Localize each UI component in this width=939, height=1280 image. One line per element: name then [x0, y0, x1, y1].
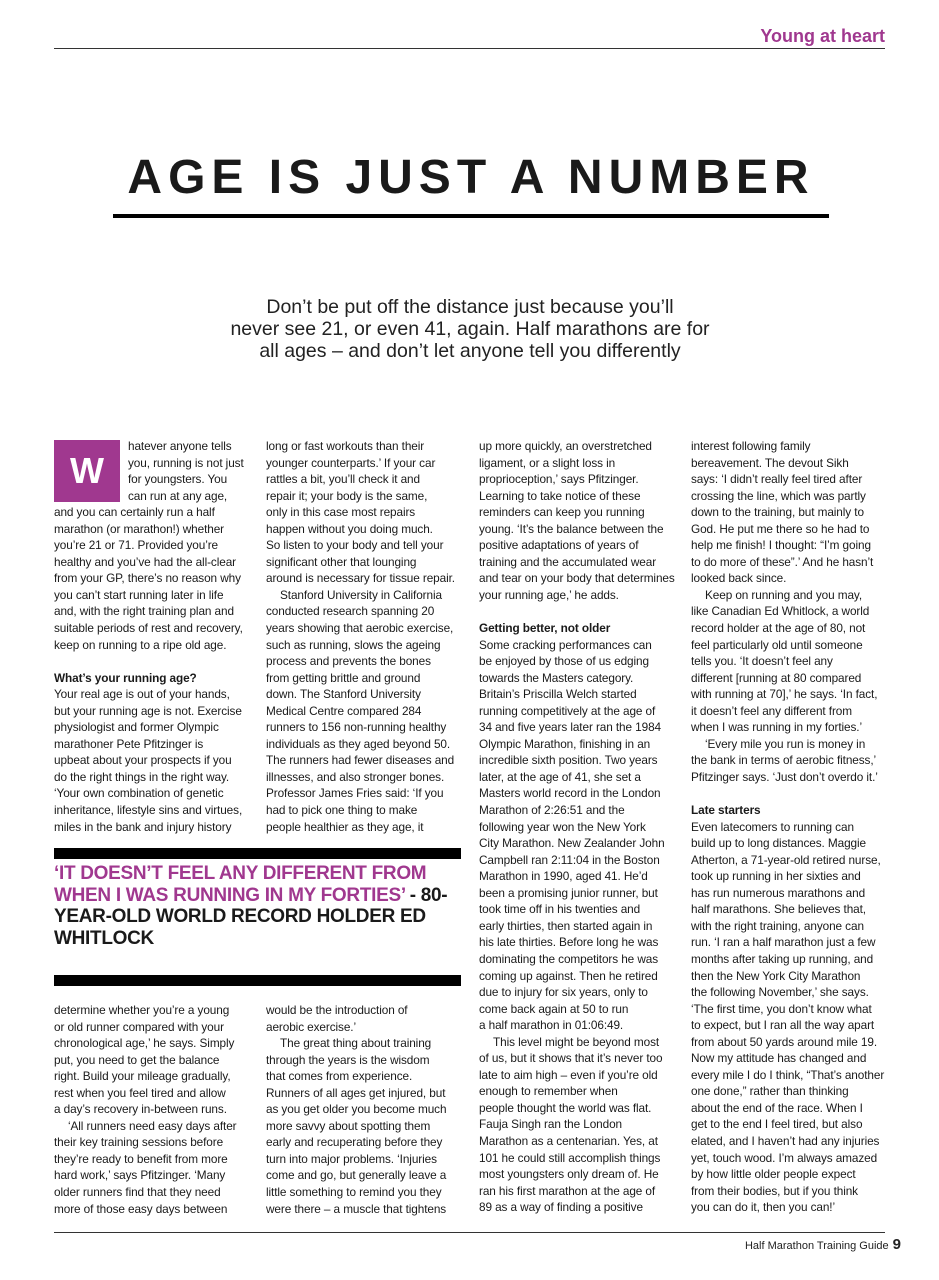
body-text-line: healthy and you’ve had the all-clear [54, 554, 236, 569]
body-text-line: yet, touch wood. I’m always amazed [691, 1150, 878, 1165]
body-text-line: proprioception,’ says Pfitzinger. [479, 472, 639, 487]
column-1-bottom [54, 1002, 259, 1217]
body-text-line: people thought the world was flat. [479, 1100, 652, 1115]
body-text-line: So listen to your body and tell your [266, 538, 444, 553]
body-text-line: to do more of these”.’ And he hasn’t [691, 554, 874, 569]
section-label: Young at heart [760, 26, 885, 46]
body-text-line: Olympic Marathon, finishing in an [479, 736, 651, 751]
body-text-line: half marathons. She believes that, [691, 902, 866, 917]
body-text-line: help me finish! I thought: “I’m going [691, 538, 871, 553]
standfirst [180, 296, 760, 362]
body-text-line: Some cracking performances can [479, 637, 652, 652]
column-4 [691, 438, 896, 1216]
body-text-line: from your GP, there’s no reason why [54, 571, 241, 586]
pull-quote-line: WAS RUNNING IN MY FORTIES’ [125, 884, 405, 906]
body-text-line: illnesses, and also stronger bones. [266, 769, 445, 784]
body-text-line: 89 as a way of finding a positive [479, 1200, 643, 1215]
body-text-line: rest when you feel tired and allow [54, 1085, 226, 1100]
body-text-line: Stanford University in California [280, 587, 442, 602]
body-text-line: younger counterparts.’ If your car [266, 455, 436, 470]
body-text-line: Runners of all ages get injured, but [266, 1085, 446, 1100]
body-text-line: down. The Stanford University [266, 687, 421, 702]
body-text-line: towards the Masters category. [479, 670, 634, 685]
body-text-line: Even latecomers to running can [691, 819, 854, 834]
body-text-line: get to the end I feel tired, but also [691, 1117, 863, 1132]
body-text-line: Pfitzinger says. ‘Just don’t overdo it.’ [691, 769, 878, 784]
body-text-line: Britain’s Priscilla Welch started [479, 687, 637, 702]
column-2-bottom [266, 1002, 471, 1217]
body-text-line: Fauja Singh ran the London [479, 1117, 623, 1132]
body-text-line: God. He put me there so he had to [691, 521, 870, 536]
pull-quote-attribution: WORLD RECORD HOLDER ED WHITLOCK [54, 906, 426, 949]
body-text-line: been a promising junior runner, but [479, 885, 658, 900]
body-text-line: Keep on running and you may, [705, 587, 863, 602]
body-text-line: Learning to take notice of these [479, 488, 641, 503]
body-text-line: reminders can keep you running [479, 505, 645, 520]
body-text-line: more savvy about spotting them [266, 1118, 431, 1133]
body-text-line: repair it; your body is the same, [266, 488, 428, 503]
body-text-line: early and recuperating before they [266, 1135, 443, 1150]
subheading: What’s your running age? [54, 670, 197, 685]
body-text-line: you, running is not just [128, 455, 244, 470]
body-text-line: down to the training, but mainly to [691, 505, 864, 520]
body-text-line: with running at 70],’ he says. ‘In fact, [691, 687, 878, 702]
body-text-line: physiologist and former Olympic [54, 720, 219, 735]
column-1-top [54, 438, 259, 835]
body-text-line: from their bodies, but if you think [691, 1183, 858, 1198]
body-text-line: come and go, but generally leave a [266, 1168, 447, 1183]
body-text-line: when I was running in my forties.’ [691, 720, 863, 735]
body-text-line: can run at any age, [128, 488, 228, 503]
body-text-line: says: ‘I didn’t really feel tired after [691, 472, 863, 487]
body-text-line: Marathon of 2:26:51 and the [479, 803, 625, 818]
body-text-line: they’re ready to benefit from more [54, 1151, 228, 1166]
body-text-line: every mile I do I think, “That’s another [691, 1067, 885, 1082]
body-text-line: as you get older you become much [266, 1102, 447, 1117]
body-text-line: aerobic exercise.’ [266, 1019, 356, 1034]
body-text-line: people healthier as they age, it [266, 819, 424, 834]
body-text-line: to expect, but I ran all the way apart [691, 1018, 875, 1033]
body-text-line: individuals as they aged beyond 50. [266, 736, 451, 751]
body-text-line: feel particularly old until someone [691, 637, 863, 652]
body-text-line: rattles a bit, you’ll check it and [266, 472, 420, 487]
body-text-line: suitable periods of rest and recovery, [54, 621, 243, 636]
body-text-line: older runners find that they need [54, 1185, 221, 1200]
body-text-line: miles in the bank and injury history [54, 819, 232, 834]
body-text-line: determine whether you’re a young [54, 1003, 230, 1017]
footer-rule [54, 1232, 885, 1233]
page-number: 9 [892, 1236, 901, 1253]
body-text-line: happen without you doing much. [266, 521, 433, 536]
body-text-line: upbeat about your prospects if you [54, 753, 232, 768]
paragraph-gap [479, 603, 684, 620]
body-text-line: 101 he could still accomplish things [479, 1150, 661, 1165]
body-text-line: around is necessary for tissue repair. [266, 571, 455, 586]
body-text-line: young. ‘It’s the balance between the [479, 521, 664, 536]
body-text-line: come back again at 50 to run [479, 1001, 629, 1016]
body-text-line: process and prevents the bones [266, 654, 431, 669]
body-text-line: Your real age is out of your hands, [54, 687, 230, 702]
body-text-line: crossing the line, which was partly [691, 488, 866, 503]
body-text-line: elated, and I haven’t had any injuries [691, 1133, 880, 1148]
body-text-line: positive adaptations of years of [479, 538, 639, 553]
body-text-line: Campbell ran 2:11:04 in the Boston [479, 852, 660, 867]
body-text-line: but your running age is not. Exercise [54, 703, 242, 718]
header-rule [54, 48, 885, 49]
body-text-line: run. ‘I ran a half marathon just a few [691, 935, 876, 950]
body-text-line: early thirties, then started again in [479, 918, 653, 933]
pullquote-top-bar [54, 848, 461, 859]
body-text-line: years showing that aerobic exercise, [266, 621, 454, 636]
body-text-line: you’re 21 or 71. Provided you’re [54, 538, 219, 553]
body-text-line: you can do it, then you can!’ [691, 1200, 836, 1215]
body-text-line: tells you. ‘It doesn’t feel any [691, 654, 833, 669]
body-text-line: The great thing about training [280, 1036, 432, 1051]
body-text-line: from getting brittle and ground [266, 670, 421, 685]
body-text-line: incredible sixth position. Two years [479, 753, 658, 768]
body-text-line: significant other that lounging [266, 554, 417, 569]
body-text-line: your running age,’ he adds. [479, 587, 619, 602]
body-text-line: by how little older people expect [691, 1167, 856, 1182]
body-text-line: keep on running to a ripe old age. [54, 637, 227, 652]
body-text-line: later, at the age of 41, she set a [479, 769, 641, 784]
body-text-line: took up running in her sixties and [691, 869, 861, 884]
body-text-line: put, you need to get the balance [54, 1052, 220, 1067]
standfirst-line: Don’t be put off the distance just because you’ll [266, 296, 674, 318]
body-text-line: Marathon as a centenarian. Yes, at [479, 1133, 658, 1148]
body-text-line: inheritance, lifestyle sins and virtues, [54, 803, 243, 818]
standfirst-line: all ages – and don’t let anyone tell you differently [259, 340, 681, 362]
body-text-line: took time off in his twenties and [479, 902, 641, 917]
body-text-line: ‘All runners need easy days after [68, 1118, 237, 1133]
body-text-line: then the New York City Marathon [691, 968, 861, 983]
body-text-line: record holder at the age of 80, not [691, 621, 866, 636]
body-text-line: be enjoyed by those of us edging [479, 654, 649, 669]
body-text-line: that comes from experience. [266, 1069, 413, 1084]
body-text-line: ‘Every mile you run is money in [705, 736, 866, 751]
page-footer [745, 1236, 901, 1253]
body-text-line: interest following family [691, 439, 811, 453]
body-text-line: 34 and five years later ran the 1984 [479, 720, 661, 735]
body-text-line: only in this case most repairs [266, 505, 416, 520]
body-text-line: following year won the New York [479, 819, 646, 834]
body-text-line: for youngsters. You [128, 472, 228, 487]
body-text-line: turn into major problems. ‘Injuries [266, 1151, 437, 1166]
body-text-line: ran his first marathon at the age of [479, 1183, 656, 1198]
body-text-line: the bank in terms of aerobic fitness,’ [691, 753, 877, 768]
body-text-line: build up to long distances. Maggie [691, 836, 866, 851]
body-text-line: with the right training, anyone can [691, 918, 864, 933]
body-text-line: the following November,’ she says. [691, 985, 869, 1000]
body-text-line: running competitively at the age of [479, 703, 656, 718]
body-text-line: and you can certainly run a half [54, 505, 215, 520]
column-2-top [266, 438, 471, 835]
column-3 [479, 438, 684, 1216]
body-text-line: runners to 156 non-running healthy [266, 720, 447, 735]
body-text-line: long or fast workouts than their [266, 439, 425, 453]
body-text-line: of us, but it shows that it’s never too [479, 1051, 663, 1066]
body-text-line: coming up against. Then he retired [479, 968, 658, 983]
body-text-line: do the right things in the right way. [54, 769, 230, 784]
body-text-line: The runners had fewer diseases and [266, 753, 455, 768]
body-text-line: different [running at 80 compared [691, 670, 862, 685]
body-text-line: Now my attitude has changed and [691, 1051, 867, 1066]
body-text-line: marathon (or marathon!) whether [54, 521, 225, 536]
body-text-line: hard work,’ says Pfitzinger. ‘Many [54, 1168, 226, 1183]
body-text-line: a day’s recovery in-between runs. [54, 1102, 227, 1117]
body-text-line: conducted research spanning 20 [266, 604, 435, 619]
pull-quote-attribution: - 80-YEAR-OLD [54, 884, 448, 927]
body-text-line: Marathon in 1990, aged 41. He’d [479, 869, 648, 884]
body-text-line: due to injury for six years, only to [479, 985, 648, 1000]
title-underline [113, 214, 829, 218]
body-text-line: City Marathon. New Zealander John [479, 836, 665, 851]
body-text-line: Atherton, a 71-year-old retired nurse, [691, 852, 881, 867]
body-text-line: looked back since. [691, 571, 787, 586]
body-text-line: chronological age,’ he says. Simply [54, 1036, 235, 1051]
body-text-line: has run numerous marathons and [691, 885, 866, 900]
body-text-line: were there – a muscle that tightens [266, 1201, 447, 1216]
body-text-line: a half marathon in 01:06:49. [479, 1018, 624, 1033]
body-text-line: ‘The first time, you don’t know what [691, 1001, 872, 1016]
body-text-line: bereavement. The devout Sikh [691, 455, 849, 470]
body-text-line: it doesn’t feel any different from [691, 703, 852, 718]
body-text-line: one done,” rather than thinking [691, 1084, 849, 1099]
publication-name: Half Marathon Training Guide [744, 1240, 889, 1252]
paragraph-gap [54, 653, 259, 670]
body-text-line: such as running, slows the ageing [266, 637, 441, 652]
subheading: Getting better, not older [479, 621, 611, 636]
body-text-line: Masters world record in the London [479, 786, 661, 801]
standfirst-line: never see 21, or even 41, again. Half marathons are for [230, 318, 710, 340]
paragraph-gap [691, 785, 896, 802]
body-text-line: more of those easy days between [54, 1201, 228, 1216]
drop-cap: W [54, 440, 120, 502]
subheading: Late starters [691, 803, 761, 818]
body-text-line: right. Build your mileage gradually, [54, 1069, 231, 1084]
body-text-line: marathoner Pete Pfitzinger is [54, 736, 204, 751]
body-text-line: hatever anyone tells [128, 439, 232, 453]
pull-quote-line: ‘IT DOESN’T FEEL ANY DIFFERENT FROM WHEN I [54, 863, 427, 906]
body-text-line: Medical Centre compared 284 [266, 703, 422, 718]
body-text-line: Professor James Fries said: ‘If you [266, 786, 444, 801]
body-text-line: their key training sessions before [54, 1135, 224, 1150]
body-text-line: little something to remind you they [266, 1185, 442, 1200]
pull-quote [54, 863, 461, 949]
body-text-line: about the end of the race. When I [691, 1100, 863, 1115]
body-text-line: enough to remember when [479, 1084, 618, 1099]
page-title: AGE IS JUST A NUMBER [127, 151, 815, 204]
body-text-line: most youngsters only dream of. He [479, 1167, 659, 1182]
body-text-line: and tear on your body that determines [479, 571, 675, 586]
body-text-line: training and the accumulated wear [479, 554, 657, 569]
body-text-line: like Canadian Ed Whitlock, a world [691, 604, 870, 619]
body-text-line: his late thirties. Before long he was [479, 935, 659, 950]
body-text-line: would be the introduction of [266, 1003, 408, 1017]
body-text-line: through the years is the wisdom [266, 1052, 430, 1067]
body-text-line: dominating the competitors he was [479, 951, 658, 966]
body-text-line: ‘Your own combination of genetic [54, 786, 224, 801]
body-text-line: from about 50 yards around mile 19. [691, 1034, 878, 1049]
body-text-line: and, with the right training plan and [54, 604, 234, 619]
body-text-line: This level might be beyond most [493, 1034, 660, 1049]
body-text-line: you can’t start running later in life [54, 587, 224, 602]
body-text-line: months after taking up running, and [691, 951, 874, 966]
body-text-line: ligament, or a slight loss in [479, 455, 616, 470]
body-text-line: late to aim high – even if you’re old [479, 1067, 658, 1082]
pullquote-bottom-bar [54, 975, 461, 986]
body-text-line: or old runner compared with your [54, 1019, 224, 1034]
body-text-line: had to pick one thing to make [266, 803, 418, 818]
body-text-line: up more quickly, an overstretched [479, 439, 652, 453]
